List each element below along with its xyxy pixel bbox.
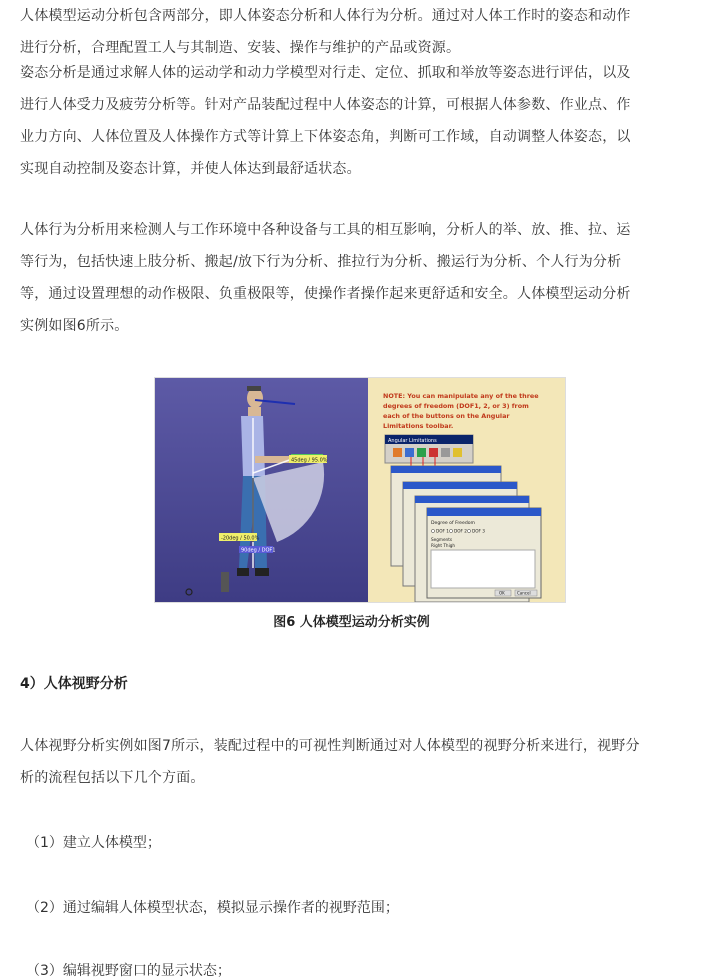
- text-line: 析的流程包括以下几个方面。: [20, 770, 205, 786]
- dialog-cancel-button: Cancel: [517, 590, 531, 596]
- text-line: 等，通过设置理想的动作极限、负重极限等，使操作者操作起来更舒适和安全。人体模型运动分析: [20, 286, 631, 302]
- list-item: （1）建立人体模型；: [26, 835, 161, 851]
- text-line: 进行分析，合理配置工人与其制造、安装、操作与维护的产品或资源。: [20, 40, 461, 56]
- figure-6-graphic: [155, 378, 565, 602]
- cylinder-object: [221, 572, 229, 592]
- tag-knee: 90deg / DOF1: [241, 547, 276, 554]
- note-line: degrees of freedom (DOF1, 2, or 3) from: [383, 402, 529, 410]
- tag-hip: -20deg / 50.0%: [221, 535, 260, 542]
- tag-hand: 45deg / 95.0%: [291, 457, 328, 464]
- segment-value: Right Thigh: [431, 543, 456, 548]
- text-line: 实例如图6所示。: [20, 318, 129, 334]
- text-line: 实现自动控制及姿态计算，并使人体达到最舒适状态。: [20, 161, 361, 177]
- dof-dialog-front: [427, 508, 541, 598]
- toolbar-icon: [441, 448, 450, 457]
- section-heading-vision: 4）人体视野分析: [20, 676, 128, 692]
- toolbar-icon: [453, 448, 462, 457]
- paragraph-motion-intro: [20, 0, 696, 64]
- figure-6-image: [154, 377, 566, 603]
- segments-label: Segments: [431, 537, 453, 542]
- text-line: 等行为，包括快速上肢分析、搬起/放下行为分析、推拉行为分析、搬运行为分析、个人行为分析: [20, 254, 622, 270]
- note-line: each of the buttons on the Angular: [383, 412, 510, 420]
- note-line: NOTE: You can manipulate any of the three: [383, 392, 539, 400]
- toolbar-icon: [405, 448, 414, 457]
- figure-6-caption: 图6 人体模型运动分析实例: [273, 615, 430, 630]
- dof-option: DOF 2: [454, 528, 467, 534]
- toolbar-title: Angular Limitations: [388, 438, 437, 444]
- toolbar-icon: [417, 448, 426, 457]
- text-line: 业力方向、人体位置及人体操作方式等计算上下体姿态角，判断可工作域，自动调整人体姿态，以: [20, 129, 631, 145]
- note-line: Limitations toolbar.: [383, 422, 454, 430]
- dof-option: DOF 3: [472, 528, 485, 534]
- text-line: 姿态分析是通过求解人体的运动学和动力学模型对行走、定位、抓取和举放等姿态进行评估，以及: [20, 65, 631, 81]
- list-item: （3）编辑视野窗口的显示状态；: [26, 963, 231, 979]
- paragraph-behavior: [20, 214, 696, 342]
- dof-option: DOF 1: [436, 528, 449, 534]
- paragraph-vision: [20, 730, 696, 794]
- text-line: 人体行为分析用来检测人与工作环境中各种设备与工具的相互影响，分析人的举、放、推、拉、运: [20, 222, 631, 238]
- list-item: （2）通过编辑人体模型状态，模拟显示操作者的视野范围；: [26, 900, 399, 916]
- paragraph-posture: [20, 57, 696, 185]
- dialog-title: Degree of Freedom: [431, 521, 476, 526]
- dialog-ok-button: OK: [499, 590, 505, 596]
- toolbar-icon: [393, 448, 402, 457]
- toolbar-icon: [429, 448, 438, 457]
- text-line: 人体视野分析实例如图7所示，装配过程中的可视性判断通过对人体模型的视野分析来进行，视野分: [20, 738, 640, 754]
- text-line: 人体模型运动分析包含两部分，即人体姿态分析和人体行为分析。通过对人体工作时的姿态和动作: [20, 8, 631, 24]
- text-line: 进行人体受力及疲劳分析等。针对产品装配过程中人体姿态的计算，可根据人体参数、作业点、作: [20, 97, 631, 113]
